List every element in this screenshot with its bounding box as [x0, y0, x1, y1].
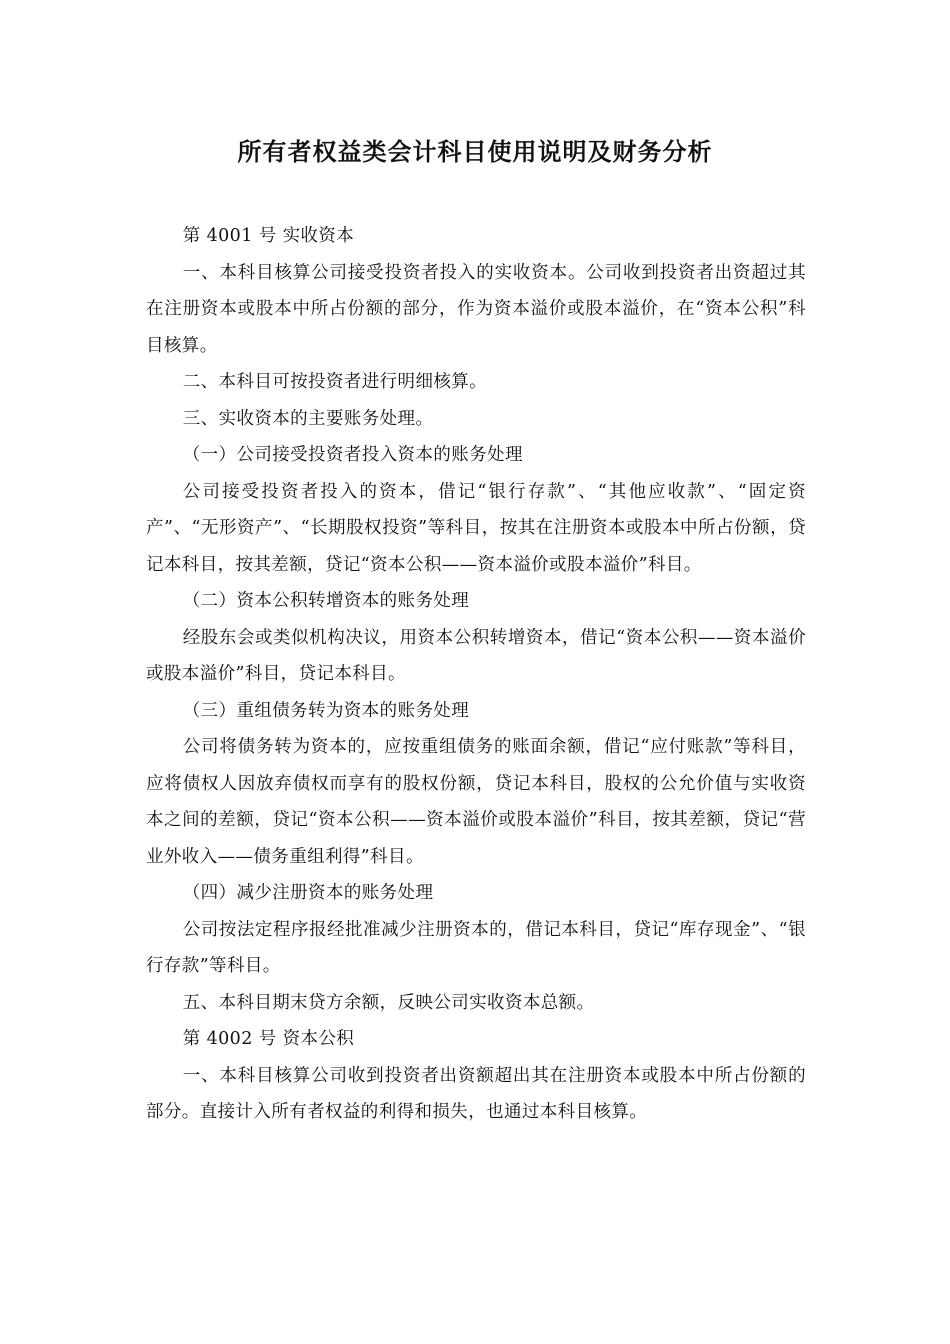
paragraph: 公司将债务转为资本的，应按重组债务的账面余额，借记“应付账款”等科目，应将债权人因放弃债权而享有的股权份额，贷记本科目，股权的公允价值与实收资本之间的差额，贷记“资本公积——资本溢价或股本溢价”科目，按其差额，贷记“营业外收入——债务重组利得”科目。 — [146, 737, 806, 867]
subheading: （一）公司接受投资者投入资本的账务处理 — [182, 445, 523, 465]
paragraph: 公司接受投资者投入的资本，借记“银行存款”、“其他应收款”、“固定资产”、“无形资产”、“长期股权投资”等科目，按其在注册资本或股本中所占份额，贷记本科目，按其差额，贷记“资本公积——资本溢价或股本溢价”科目。 — [146, 481, 806, 575]
paragraph: 五、本科目期末贷方余额，反映公司实收资本总额。 — [182, 992, 595, 1013]
paragraph: 公司按法定程序报经批准减少注册资本的，借记本科目，贷记“库存现金”、“银行存款”等科目。 — [146, 919, 806, 976]
document-title: 所有者权益类会计科目使用说明及财务分析 — [237, 138, 713, 166]
section-heading-4001: 第 4001 号 实收资本 — [182, 226, 355, 246]
paragraph: 二、本科目可按投资者进行明细核算。 — [182, 372, 488, 392]
paragraph: 一、本科目核算公司接受投资者投入的实收资本。公司收到投资者出资超过其在注册资本或股本中所占份额的部分，作为资本溢价或股本溢价，在“资本公积”科目核算。 — [146, 262, 806, 356]
subheading: （三）重组债务转为资本的账务处理 — [182, 700, 470, 721]
paragraph: 一、本科目核算公司收到投资者出资额超出其在注册资本或股本中所占份额的部分。直接计入所有者权益的利得和损失，也通过本科目核算。 — [146, 1065, 806, 1122]
document-body — [146, 218, 806, 1131]
paragraph: 经股东会或类似机构决议，用资本公积转增资本，借记“资本公积——资本溢价或股本溢价”科目，贷记本科目。 — [146, 627, 806, 684]
paragraph: 三、实收资本的主要账务处理。 — [182, 408, 434, 429]
subheading: （四）减少注册资本的账务处理 — [182, 883, 434, 903]
section-heading-4002: 第 4002 号 资本公积 — [182, 1029, 355, 1049]
subheading: （二）资本公积转增资本的账务处理 — [182, 591, 470, 611]
